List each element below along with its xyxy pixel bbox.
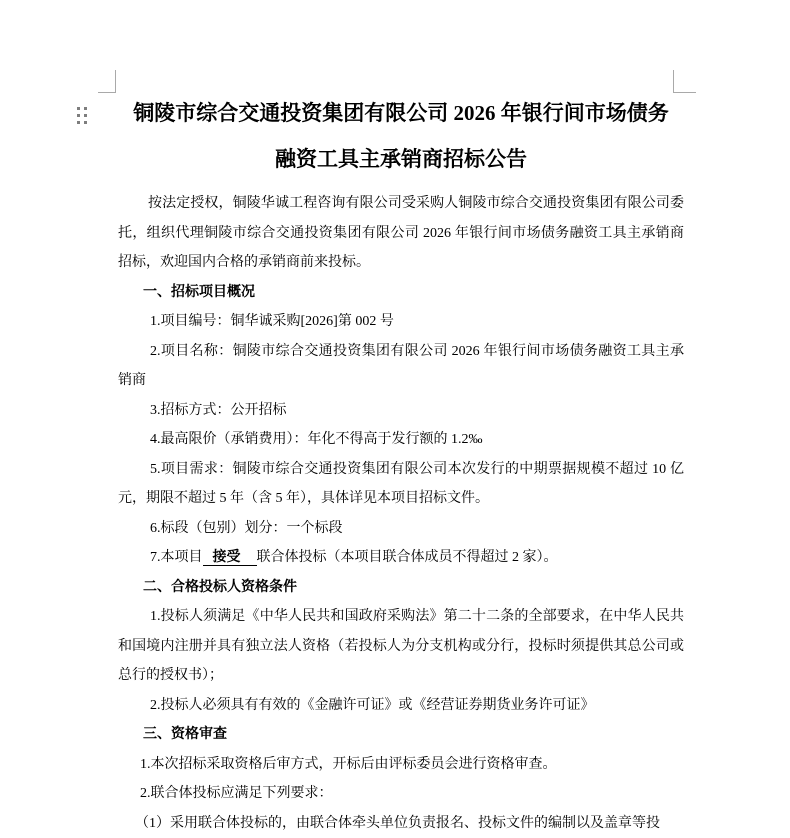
margin-cropmark-top-left-icon: [98, 70, 116, 93]
section2-item-qualification: 1.投标人须满足《中华人民共和国政府采购法》第二十二条的全部要求，在中华人民共和国境内注册并具有独立法人资格（若投标人为分支机构或分行，投标时须提供其总公司或总行的授权书）；: [118, 602, 684, 691]
drag-handle-icon[interactable]: [77, 107, 87, 124]
document-title-line2: 融资工具主承销商招标公告: [275, 147, 527, 171]
joint-bid-accept-underlined: 接受: [203, 550, 257, 566]
section1-item-joint-bid: [118, 543, 684, 573]
joint-bid-suffix: 联合体投标（本项目联合体成员不得超过 2 家）。: [257, 550, 558, 565]
document-title-line1: 铜陵市综合交通投资集团有限公司 2026 年银行间市场债务: [133, 101, 669, 125]
section1-item-bid-method: 3.招标方式：公开招标: [118, 396, 684, 426]
section1-heading: 一、招标项目概况: [118, 278, 684, 308]
section3-item-post-review: 1.本次招标采取资格后审方式，开标后由评标委员会进行资格审查。: [118, 750, 684, 780]
section2-item-license: 2.投标人必须具有有效的《金融许可证》或《经营证券期货业务许可证》: [118, 691, 684, 721]
section1-item-lot-division: 6.标段（包别）划分：一个标段: [118, 514, 684, 544]
section3-item-joint-requirements: 2.联合体投标应满足下列要求：: [118, 779, 684, 809]
section1-item-project-number: 1.项目编号：铜华诚采购[2026]第 002 号: [118, 307, 684, 337]
section1-item-project-demand: 5.项目需求：铜陵市综合交通投资集团有限公司本次发行的中期票据规模不超过 10 亿元，期限不超过 5 年（含 5 年），具体详见本项目招标文件。: [118, 455, 684, 514]
joint-bid-prefix: 7.本项目: [150, 550, 203, 565]
section2-heading: 二、合格投标人资格条件: [118, 573, 684, 603]
section1-item-project-name: 2.项目名称：铜陵市综合交通投资集团有限公司 2026 年银行间市场债务融资工具主承销商: [118, 337, 684, 396]
intro-paragraph: 按法定授权，铜陵华诚工程咨询有限公司受采购人铜陵市综合交通投资集团有限公司委托，组织代理铜陵市综合交通投资集团有限公司 2026 年银行间市场债务融资工具主承销商招标，欢迎国内合格的承销商前来投标。: [118, 189, 684, 278]
document-content: [118, 90, 684, 838]
section1-item-price-limit: 4.最高限价（承销费用）：年化不得高于发行额的 1.2‰: [118, 425, 684, 455]
document-title: [118, 90, 684, 182]
section3-subitem-lead-unit: （1）采用联合体投标的，由联合体牵头单位负责报名、投标文件的编制以及盖章等投: [118, 809, 684, 838]
section3-heading: 三、资格审查: [118, 720, 684, 750]
